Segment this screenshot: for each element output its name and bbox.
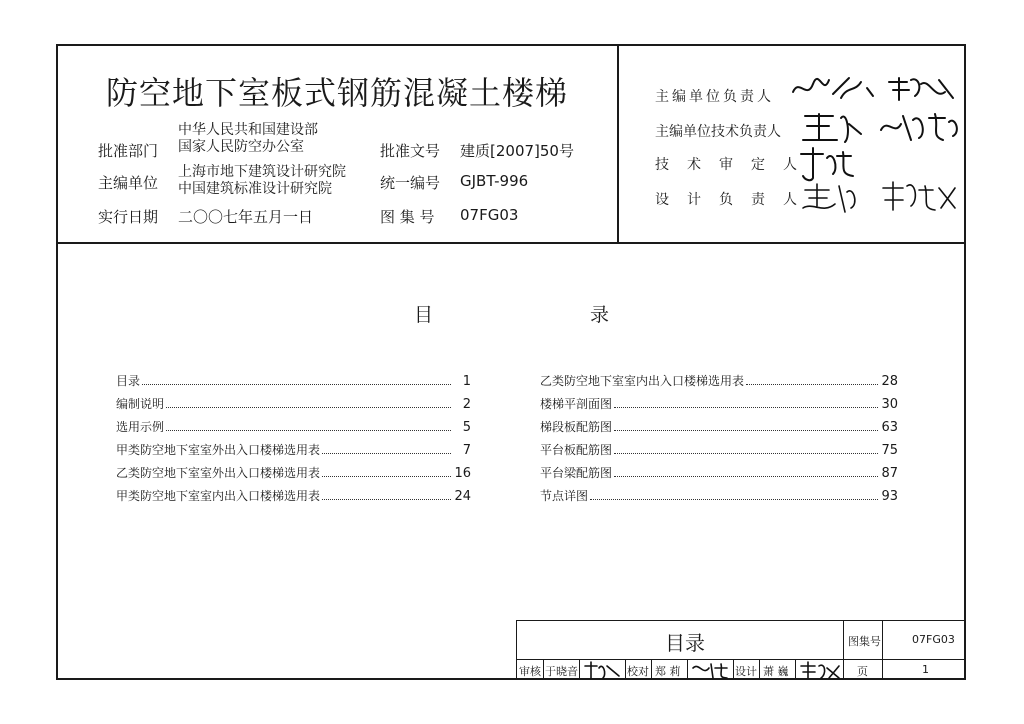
title-block xyxy=(516,620,966,680)
toc-heading-part-1: 目 xyxy=(414,304,434,326)
signature-design xyxy=(799,176,969,220)
toc-entry[interactable]: 编制说明 2 xyxy=(116,397,471,412)
unified-no-label: 统一编号 xyxy=(380,174,441,192)
header-info-panel xyxy=(58,46,619,244)
toc-entry[interactable]: 节点详图 93 xyxy=(540,489,898,504)
unified-no: GJBT-996 xyxy=(460,172,529,190)
document-title: 防空地下室板式钢筋混凝土楼梯 xyxy=(106,74,569,112)
reviewer-name: 于晓音 xyxy=(545,665,578,678)
effective-date: 二〇〇七年五月一日 xyxy=(178,208,314,226)
page-label: 页 xyxy=(857,665,868,678)
editor-unit-label: 主编单位 xyxy=(98,174,159,192)
title-block-name: 目录 xyxy=(665,631,705,655)
designer-signature xyxy=(799,660,841,680)
toc-entry[interactable]: 梯段板配筋图 63 xyxy=(540,420,898,435)
toc-entry[interactable]: 选用示例 5 xyxy=(116,420,471,435)
approval-doc-label: 批准文号 xyxy=(380,142,441,160)
signature-chief xyxy=(789,70,959,110)
check-label: 校对 xyxy=(627,665,649,678)
toc-entry[interactable]: 甲类防空地下室室外出入口楼梯选用表 7 xyxy=(116,443,471,458)
toc-entry[interactable]: 平台板配筋图 75 xyxy=(540,443,898,458)
toc-right-column xyxy=(540,372,898,510)
approval-dept-line-1: 中华人民共和国建设部 xyxy=(178,122,318,138)
drawing-frame xyxy=(56,44,966,680)
page-number: 1 xyxy=(922,663,929,676)
editor-unit-line-1: 上海市地下建筑设计研究院 xyxy=(178,164,346,180)
atlas-no: 07FG03 xyxy=(460,206,519,224)
editor-unit-line-2: 中国建筑标准设计研究院 xyxy=(178,181,332,197)
design-label: 设计 xyxy=(735,665,757,678)
effective-date-label: 实行日期 xyxy=(98,208,159,226)
checker-name: 郑 莉 xyxy=(655,665,681,678)
toc-entry[interactable]: 目录 1 xyxy=(116,374,471,389)
responsible-label-design: 设计负责人 xyxy=(655,192,815,208)
toc-entry[interactable]: 平台梁配筋图 87 xyxy=(540,466,898,481)
approval-doc: 建质[2007]50号 xyxy=(460,142,574,160)
responsible-label-chief: 主编单位负责人 xyxy=(655,89,774,105)
reviewer-signature xyxy=(583,660,623,680)
toc-left-column xyxy=(116,372,471,510)
review-label: 审核 xyxy=(519,665,541,678)
approval-dept-label: 批准部门 xyxy=(98,142,159,160)
atlas-number: 07FG03 xyxy=(912,633,955,646)
toc-heading-part-2: 录 xyxy=(590,304,610,326)
toc-entry[interactable]: 乙类防空地下室室内出入口楼梯选用表 28 xyxy=(540,374,898,389)
toc-entry[interactable]: 乙类防空地下室室外出入口楼梯选用表 16 xyxy=(116,466,471,481)
signature-tech xyxy=(799,106,969,148)
designer-name: 萧 巍 xyxy=(763,665,789,678)
atlas-label: 图集号 xyxy=(848,635,881,648)
responsible-label-tech: 主编单位技术负责人 xyxy=(655,124,781,140)
approval-dept-line-2: 国家人民防空办公室 xyxy=(178,139,304,155)
toc-entry[interactable]: 楼梯平剖面图 30 xyxy=(540,397,898,412)
responsible-persons-panel xyxy=(619,46,964,244)
atlas-no-label: 图 集 号 xyxy=(380,208,435,226)
responsible-label-review: 技术审定人 xyxy=(655,157,815,173)
toc-entry[interactable]: 甲类防空地下室室内出入口楼梯选用表 24 xyxy=(116,489,471,504)
checker-signature xyxy=(691,660,731,680)
